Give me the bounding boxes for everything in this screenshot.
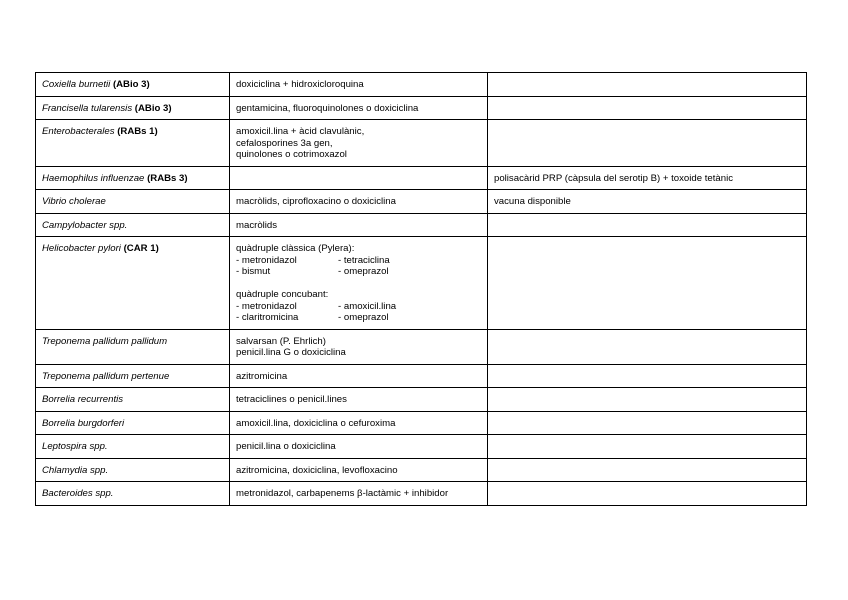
regimen-pair xyxy=(236,255,482,267)
treatment-cell xyxy=(230,237,488,330)
treatment-cell xyxy=(230,482,488,506)
organism-cell xyxy=(36,96,230,120)
organism-cell xyxy=(36,364,230,388)
treatment-line: penicil.lina G o doxiciclina xyxy=(236,347,346,358)
vaccine-cell xyxy=(488,96,807,120)
organism-name: Bacteroides spp. xyxy=(42,488,114,499)
vaccine-cell xyxy=(488,329,807,364)
table-row xyxy=(36,388,807,412)
organism-cell xyxy=(36,190,230,214)
treatment-table xyxy=(35,72,807,506)
treatment-text: doxiciclina + hidroxicloroquina xyxy=(236,79,364,90)
vaccine-text: vacuna disponible xyxy=(494,196,571,207)
treatment-line: quinolones o cotrimoxazol xyxy=(236,149,347,160)
vaccine-cell xyxy=(488,73,807,97)
treatment-text: metronidazol, carbapenems β-lactàmic + inhibidor xyxy=(236,488,449,499)
organism-name: Coxiella burnetii xyxy=(42,79,111,90)
vaccine-cell xyxy=(488,458,807,482)
treatment-text: azitromicina xyxy=(236,370,288,382)
treatment-cell xyxy=(230,435,488,459)
treatment-cell xyxy=(230,388,488,412)
vaccine-cell xyxy=(488,190,807,214)
organism-cell xyxy=(36,458,230,482)
treatment-cell xyxy=(230,458,488,482)
treatment-cell xyxy=(230,411,488,435)
table-row xyxy=(36,411,807,435)
table-row xyxy=(36,237,807,330)
vaccine-cell xyxy=(488,388,807,412)
treatment-text: tetraciclines o penicil.lines xyxy=(236,394,347,405)
regimen-drug: - claritromicina xyxy=(236,312,299,323)
organism-tag: (CAR 1) xyxy=(123,243,159,254)
organism-cell xyxy=(36,482,230,506)
treatment-text: macròlids, ciprofloxacino o doxiciclina xyxy=(236,196,396,207)
vaccine-cell xyxy=(488,364,807,388)
vaccine-text: polisacàrid PRP (càpsula del serotip B) + toxoide tetànic xyxy=(494,172,733,184)
table-row xyxy=(36,458,807,482)
table-row xyxy=(36,73,807,97)
regimen-drug: - metronidazol xyxy=(236,254,297,266)
organism-name: Chlamydia spp. xyxy=(42,464,109,476)
treatment-text: azitromicina, doxiciclina, levofloxacino xyxy=(236,464,398,476)
vaccine-cell xyxy=(488,237,807,330)
organism-tag: (RABs 1) xyxy=(117,126,158,137)
treatment-cell xyxy=(230,96,488,120)
table-row xyxy=(36,120,807,167)
regimen-drug: - bismut xyxy=(236,266,271,277)
organism-name: Campylobacter spp. xyxy=(42,219,128,231)
treatment-line: salvarsan (P. Ehrlich) xyxy=(236,335,326,347)
treatment-text: amoxicil.lina, doxiciclina o cefuroxima xyxy=(236,417,396,429)
regimen-drug: - omeprazol xyxy=(338,266,389,277)
organism-cell xyxy=(36,120,230,167)
treatment-text: macròlids xyxy=(236,219,278,231)
organism-name: Leptospira spp. xyxy=(42,441,108,452)
table-row xyxy=(36,482,807,506)
treatment-cell xyxy=(230,364,488,388)
organism-cell xyxy=(36,237,230,330)
regimen-title: quàdruple clàssica (Pylera): xyxy=(236,243,355,254)
organism-cell xyxy=(36,213,230,237)
organism-name: Borrelia burgdorferi xyxy=(42,417,125,429)
treatment-cell xyxy=(230,329,488,364)
spacer xyxy=(236,278,482,290)
vaccine-cell xyxy=(488,435,807,459)
treatment-text: gentamicina, fluoroquinolones o doxiciclina xyxy=(236,102,419,114)
vaccine-cell xyxy=(488,120,807,167)
vaccine-cell xyxy=(488,482,807,506)
table-row xyxy=(36,190,807,214)
organism-tag: (ABio 3) xyxy=(134,102,172,114)
treatment-cell xyxy=(230,190,488,214)
table-row xyxy=(36,96,807,120)
table-row xyxy=(36,213,807,237)
organism-tag: (ABio 3) xyxy=(112,79,150,90)
organism-name: Vibrio cholerae xyxy=(42,196,106,207)
treatment-cell xyxy=(230,166,488,190)
treatment-cell xyxy=(230,73,488,97)
treatment-cell xyxy=(230,120,488,167)
regimen-pair xyxy=(236,266,482,278)
regimen-drug: - amoxicil.lina xyxy=(338,300,397,312)
organism-cell xyxy=(36,388,230,412)
organism-name: Enterobacterales xyxy=(42,126,115,137)
regimen-title: quàdruple concubant: xyxy=(236,289,329,300)
table-row xyxy=(36,166,807,190)
regimen-drug: - tetraciclina xyxy=(338,254,390,266)
regimen-drug: - metronidazol xyxy=(236,300,297,312)
table-row xyxy=(36,329,807,364)
regimen-pair xyxy=(236,301,482,313)
organism-cell xyxy=(36,411,230,435)
treatment-text: penicil.lina o doxiciclina xyxy=(236,441,336,452)
vaccine-cell xyxy=(488,166,807,190)
regimen-drug: - omeprazol xyxy=(338,312,389,323)
table-row xyxy=(36,435,807,459)
organism-name: Helicobacter pylori xyxy=(42,243,121,254)
regimen-pair xyxy=(236,312,482,324)
treatment-line: amoxicil.lina + àcid clavulànic, xyxy=(236,126,365,137)
organism-name: Treponema pallidum pertenue xyxy=(42,370,170,382)
organism-tag: (RABs 3) xyxy=(147,172,188,184)
organism-name: Borrelia recurrentis xyxy=(42,394,124,405)
organism-name: Treponema pallidum pallidum xyxy=(42,335,168,347)
organism-cell xyxy=(36,73,230,97)
table-row xyxy=(36,364,807,388)
organism-cell xyxy=(36,166,230,190)
treatment-line: cefalosporines 3a gen, xyxy=(236,137,333,149)
organism-name: Haemophilus influenzae xyxy=(42,172,145,184)
treatment-cell xyxy=(230,213,488,237)
organism-cell xyxy=(36,329,230,364)
organism-name: Francisella tularensis xyxy=(42,102,133,114)
vaccine-cell xyxy=(488,213,807,237)
organism-cell xyxy=(36,435,230,459)
vaccine-cell xyxy=(488,411,807,435)
